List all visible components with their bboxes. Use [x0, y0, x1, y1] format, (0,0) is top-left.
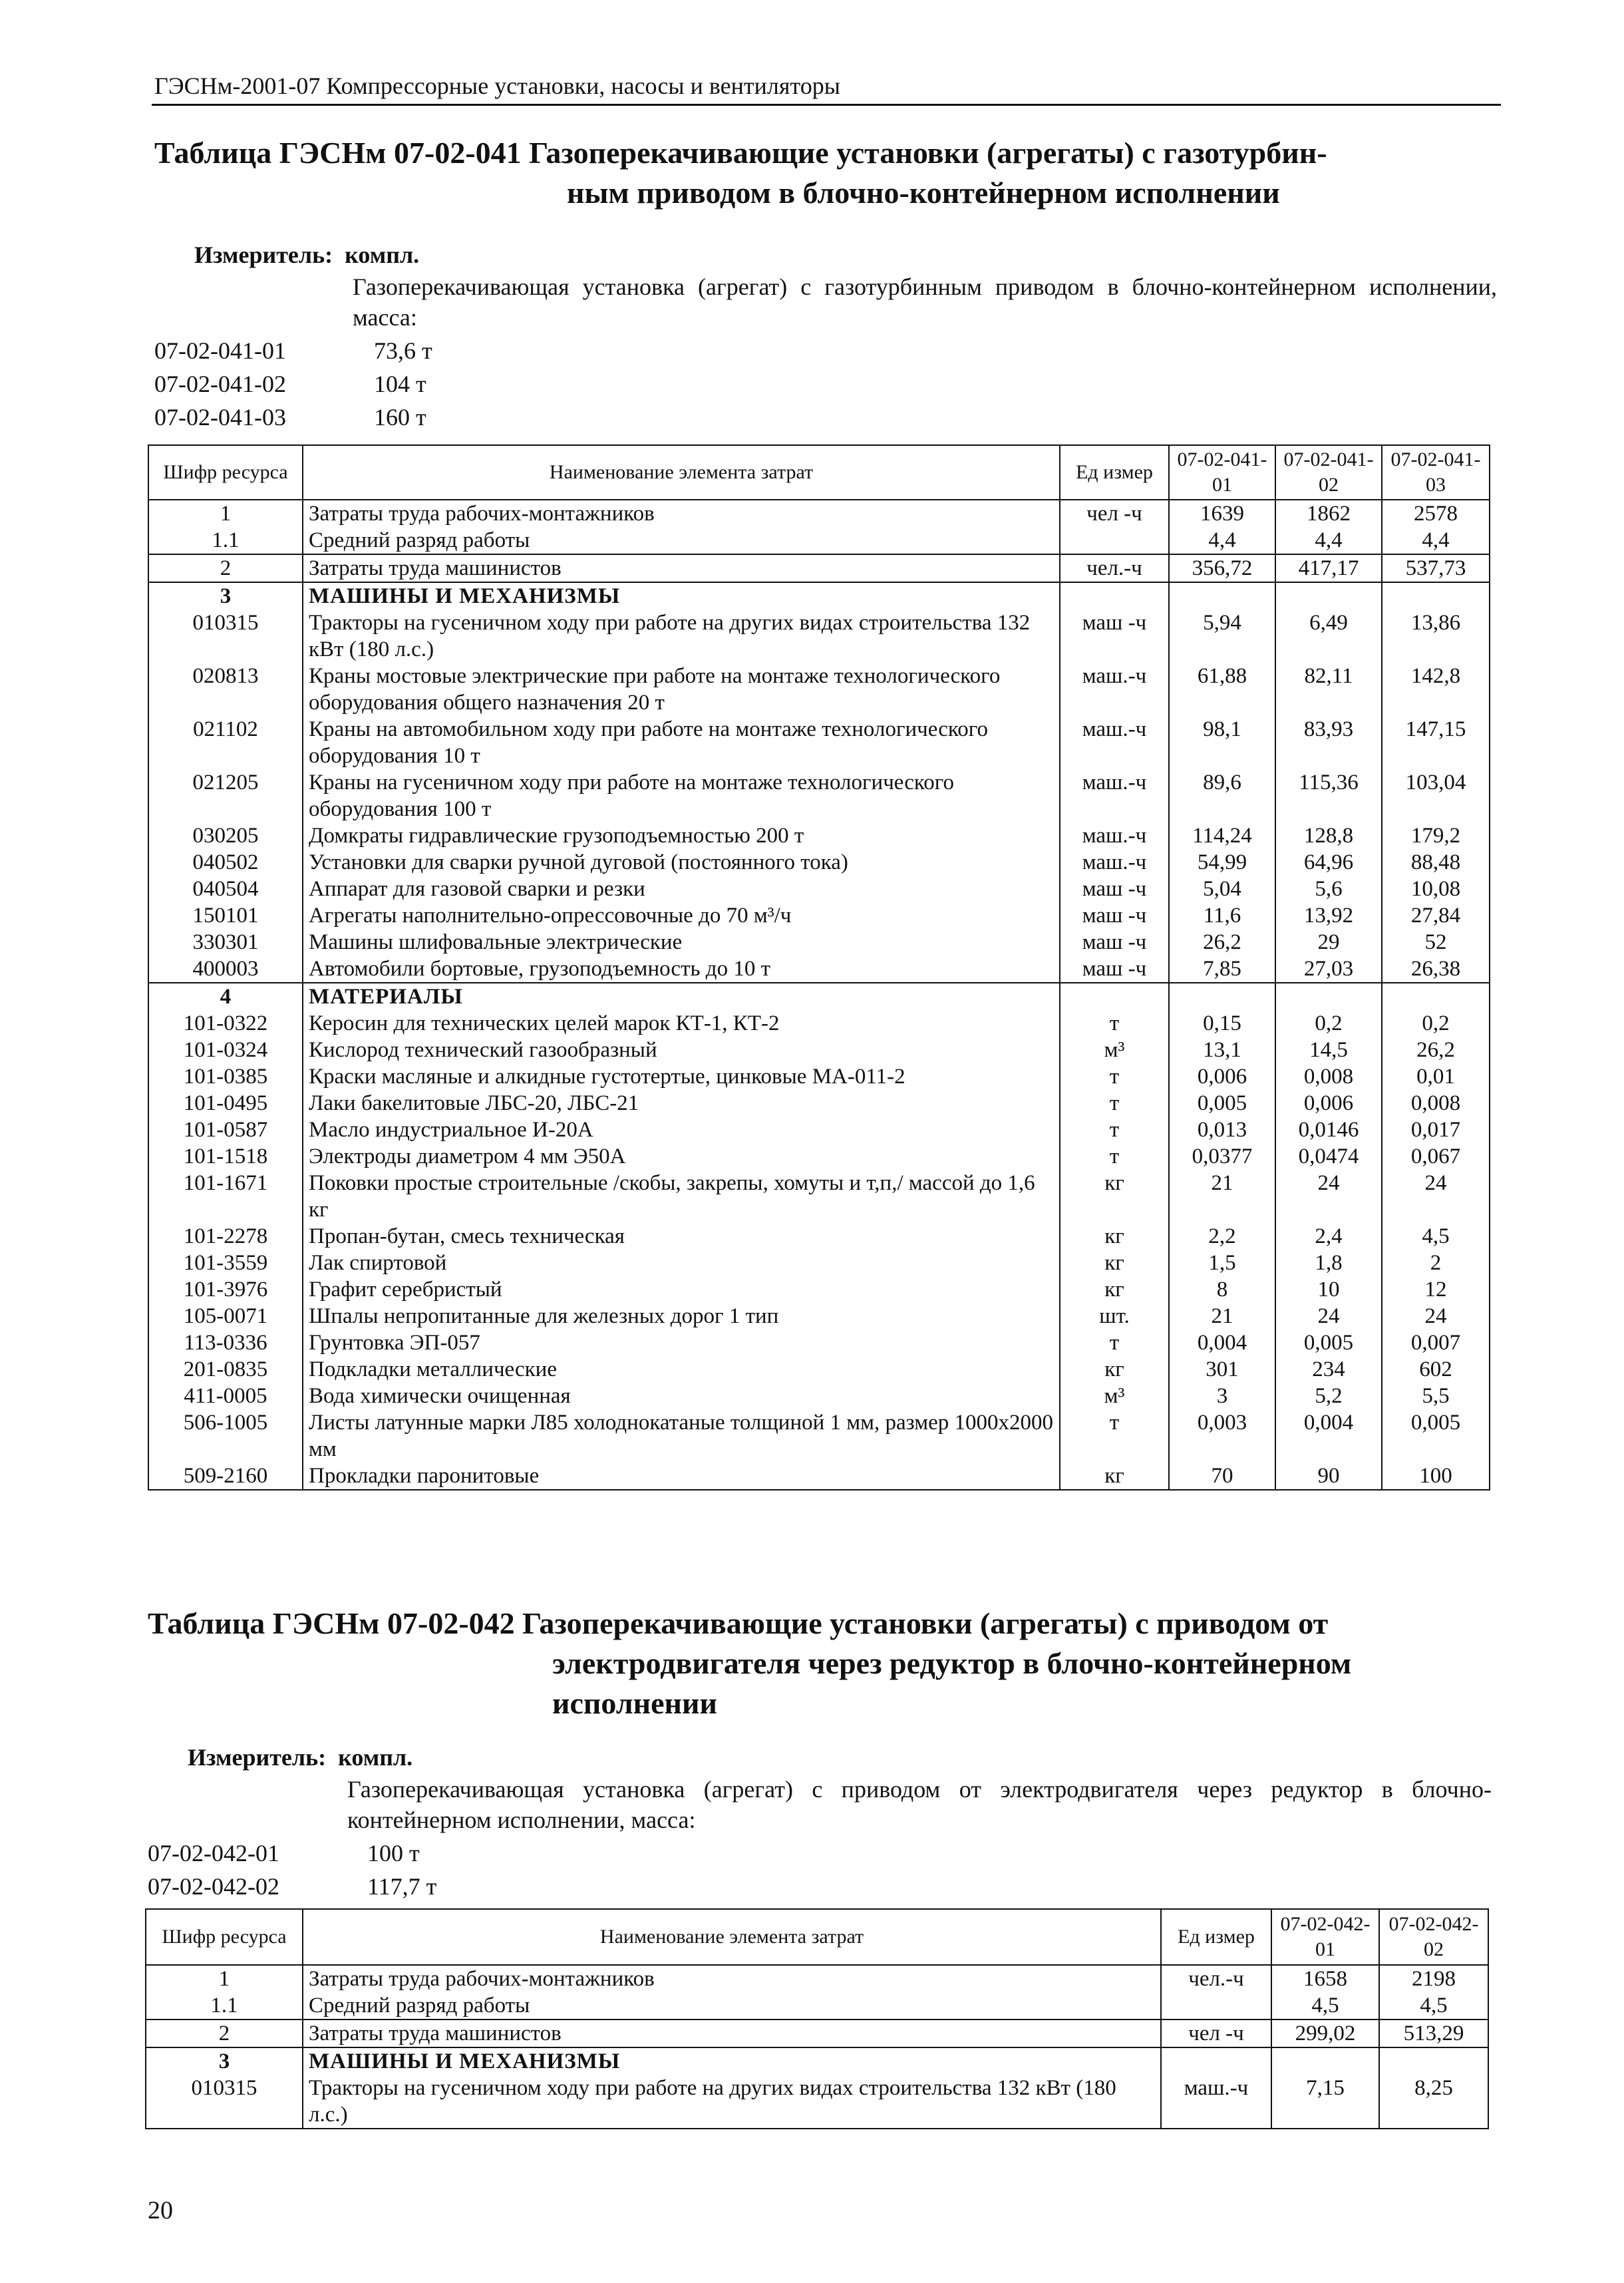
resource-name: Электроды диаметром 4 мм Э50А [303, 1143, 1060, 1170]
resource-code: 101-3976 [148, 1276, 303, 1303]
header-variant-col: 07-02-042-01 [1271, 1909, 1379, 1965]
table-row [148, 1329, 1490, 1356]
resource-name: Краски масляные и алкидные густотертые, цинковые МА-011-2 [303, 1063, 1060, 1090]
table-2-title-line3: исполнении [552, 1686, 718, 1720]
resource-value: 90 [1275, 1463, 1382, 1490]
table-row [148, 663, 1490, 716]
table-row [148, 1170, 1490, 1223]
resource-value: 0,0474 [1275, 1143, 1382, 1170]
resource-table-1 [148, 444, 1490, 1491]
section-row [146, 2047, 1488, 2075]
resource-unit: т [1060, 1117, 1169, 1143]
resource-value: 26,2 [1382, 1037, 1490, 1063]
resource-value: 2198 [1379, 1965, 1488, 1992]
resource-unit: кг [1060, 1463, 1169, 1490]
resource-name: Прокладки паронитовые [303, 1463, 1060, 1490]
resource-value: 24 [1275, 1303, 1382, 1329]
resource-value: 98,1 [1169, 716, 1275, 769]
variant-row [154, 334, 432, 367]
resource-value: 0,01 [1382, 1063, 1490, 1090]
resource-value: 1639 [1169, 500, 1275, 527]
resource-value: 83,93 [1275, 716, 1382, 769]
resource-value: 0,017 [1382, 1117, 1490, 1143]
resource-name: МАШИНЫ И МЕХАНИЗМЫ [303, 2047, 1161, 2075]
header-code: Шифр ресурса [148, 445, 303, 500]
resource-value: 3 [1169, 1383, 1275, 1409]
table-1-title-line2: ным приводом в блочно-контейнерном исполнении [567, 176, 1280, 210]
resource-code: 040502 [148, 849, 303, 876]
resource-value: 4,5 [1379, 1992, 1488, 2020]
resource-code: 020813 [148, 663, 303, 716]
resource-name: Графит серебристый [303, 1276, 1060, 1303]
resource-unit: т [1060, 1010, 1169, 1037]
resource-code: 101-3559 [148, 1250, 303, 1276]
resource-name: Керосин для технических целей марок КТ-1, КТ-2 [303, 1010, 1060, 1037]
table-row [146, 1992, 1488, 2020]
header-rule [152, 104, 1501, 106]
resource-value: 10 [1275, 1276, 1382, 1303]
resource-unit: маш -ч [1060, 902, 1169, 929]
section-row [148, 582, 1490, 610]
resource-value: 6,49 [1275, 610, 1382, 663]
resource-code: 201-0835 [148, 1356, 303, 1383]
running-header: ГЭСНм-2001-07 Компрессорные установки, насосы и вентиляторы [154, 73, 840, 99]
resource-name: Шпалы непропитанные для железных дорог 1 тип [303, 1303, 1060, 1329]
table-1-measure [194, 241, 419, 269]
resource-value: 14,5 [1275, 1037, 1382, 1063]
resource-code: 1.1 [146, 1992, 303, 2020]
resource-value: 54,99 [1169, 849, 1275, 876]
resource-unit: м³ [1060, 1383, 1169, 1409]
table-row [148, 554, 1490, 582]
resource-unit: т [1060, 1409, 1169, 1463]
resource-code: 101-1671 [148, 1170, 303, 1223]
resource-value [1169, 582, 1275, 610]
table-1-variants [154, 334, 432, 434]
table-2-measure [188, 1743, 412, 1771]
resource-value: 0,005 [1382, 1409, 1490, 1463]
table-row [148, 876, 1490, 902]
resource-name: Затраты труда машинистов [303, 554, 1060, 582]
header-name: Наименование элемента затрат [303, 1909, 1161, 1965]
variant-row [148, 1837, 436, 1870]
resource-unit: чел -ч [1161, 2020, 1271, 2047]
resource-unit: маш.-ч [1060, 769, 1169, 822]
resource-value: 13,92 [1275, 902, 1382, 929]
resource-unit [1060, 527, 1169, 554]
resource-value: 0,005 [1169, 1090, 1275, 1117]
table-row [148, 716, 1490, 769]
resource-value: 7,15 [1271, 2075, 1379, 2129]
resource-value: 4,5 [1382, 1223, 1490, 1250]
table-1-title-line1: Таблица ГЭСНм 07-02-041 Газоперекачивающие установки (агрегаты) с газотурбин- [154, 136, 1327, 170]
header-variant-col: 07-02-042-02 [1379, 1909, 1488, 1965]
resource-name: Лак спиртовой [303, 1250, 1060, 1276]
header-variant-col: 07-02-041-01 [1169, 445, 1275, 500]
resource-value: 513,29 [1379, 2020, 1488, 2047]
variant-row [154, 367, 432, 401]
resource-code: 1 [148, 500, 303, 527]
table-row [148, 1356, 1490, 1383]
resource-value: 10,08 [1382, 876, 1490, 902]
resource-code: 2 [148, 554, 303, 582]
resource-value: 13,86 [1382, 610, 1490, 663]
resource-value: 88,48 [1382, 849, 1490, 876]
resource-unit [1060, 582, 1169, 610]
resource-value: 0,0377 [1169, 1143, 1275, 1170]
resource-unit: чел.-ч [1060, 554, 1169, 582]
resource-value: 1,8 [1275, 1250, 1382, 1276]
header-unit: Ед измер [1060, 445, 1169, 500]
header-variant-col: 07-02-041-03 [1382, 445, 1490, 500]
variant-mass: 160 т [374, 404, 426, 431]
resource-code: 2 [146, 2020, 303, 2047]
resource-value: 52 [1382, 929, 1490, 956]
resource-code: 030205 [148, 822, 303, 849]
resource-value: 12 [1382, 1276, 1490, 1303]
resource-unit: маш -ч [1060, 929, 1169, 956]
resource-value: 417,17 [1275, 554, 1382, 582]
resource-value: 11,6 [1169, 902, 1275, 929]
header-unit: Ед измер [1161, 1909, 1271, 1965]
measure-label: Измеритель: [188, 1744, 327, 1771]
table-row [148, 1143, 1490, 1170]
resource-name: МАТЕРИАЛЫ [303, 983, 1060, 1010]
resource-value: 0,15 [1169, 1010, 1275, 1037]
resource-value: 602 [1382, 1356, 1490, 1383]
resource-value: 24 [1382, 1303, 1490, 1329]
table-row [148, 1223, 1490, 1250]
variant-mass: 104 т [374, 371, 426, 397]
variant-code: 07-02-041-01 [154, 337, 286, 364]
resource-unit: маш -ч [1060, 956, 1169, 983]
variant-row [154, 401, 432, 434]
variant-mass: 73,6 т [374, 337, 432, 364]
resource-code: 101-0324 [148, 1037, 303, 1063]
variant-mass: 117,7 т [367, 1873, 437, 1900]
variant-row [148, 1870, 436, 1903]
resource-value: 4,4 [1275, 527, 1382, 554]
resource-value: 0,008 [1382, 1090, 1490, 1117]
table-row [148, 1063, 1490, 1090]
resource-value: 0,003 [1169, 1409, 1275, 1463]
table-row [148, 902, 1490, 929]
resource-unit: маш -ч [1060, 876, 1169, 902]
resource-value: 128,8 [1275, 822, 1382, 849]
resource-name: Автомобили бортовые, грузоподъемность до 10 т [303, 956, 1060, 983]
resource-name: Тракторы на гусеничном ходу при работе на других видах строительства 132 кВт (180 л.с.) [303, 610, 1060, 663]
resource-value: 24 [1275, 1170, 1382, 1223]
table-row [146, 2020, 1488, 2047]
table-1-description: Газоперекачивающая установка (агрегат) с газотурбинным приводом в блочно-контейнерном исполнении, масса: [353, 273, 1497, 331]
resource-value: 537,73 [1382, 554, 1490, 582]
resource-code: 101-2278 [148, 1223, 303, 1250]
resource-value: 5,04 [1169, 876, 1275, 902]
resource-name: Поковки простые строительные /скобы, закрепы, хомуты и т,п,/ массой до 1,6 кг [303, 1170, 1060, 1223]
resource-value: 356,72 [1169, 554, 1275, 582]
table-row [148, 610, 1490, 663]
resource-code: 040504 [148, 876, 303, 902]
resource-code: 105-0071 [148, 1303, 303, 1329]
variant-code: 07-02-041-03 [154, 404, 286, 431]
resource-value: 4,4 [1169, 527, 1275, 554]
resource-name: МАШИНЫ И МЕХАНИЗМЫ [303, 582, 1060, 610]
resource-name: Затраты труда машинистов [303, 2020, 1161, 2047]
resource-code: 509-2160 [148, 1463, 303, 1490]
table-row [148, 1303, 1490, 1329]
resource-code: 010315 [146, 2075, 303, 2129]
measure-label: Измеритель: [194, 242, 333, 268]
resource-value: 0,067 [1382, 1143, 1490, 1170]
resource-name: Краны на автомобильном ходу при работе на монтаже технологического оборудования 10 т [303, 716, 1060, 769]
resource-value: 103,04 [1382, 769, 1490, 822]
resource-unit: маш -ч [1060, 610, 1169, 663]
resource-value: 0,005 [1275, 1329, 1382, 1356]
resource-unit [1161, 2047, 1271, 2075]
resource-code: 021205 [148, 769, 303, 822]
resource-value: 21 [1169, 1170, 1275, 1223]
variant-code: 07-02-042-01 [148, 1840, 279, 1866]
resource-unit: маш.-ч [1060, 663, 1169, 716]
resource-code: 3 [148, 582, 303, 610]
resource-code: 1 [146, 1965, 303, 1992]
resource-value: 179,2 [1382, 822, 1490, 849]
table-row [148, 1250, 1490, 1276]
resource-unit: шт. [1060, 1303, 1169, 1329]
resource-code: 101-0322 [148, 1010, 303, 1037]
resource-value: 114,24 [1169, 822, 1275, 849]
resource-value: 299,02 [1271, 2020, 1379, 2047]
resource-code: 4 [148, 983, 303, 1010]
resource-value: 7,85 [1169, 956, 1275, 983]
resource-code: 330301 [148, 929, 303, 956]
resource-name: Средний разряд работы [303, 1992, 1161, 2020]
resource-name: Лаки бакелитовые ЛБС-20, ЛБС-21 [303, 1090, 1060, 1117]
resource-value: 301 [1169, 1356, 1275, 1383]
resource-name: Домкраты гидравлические грузоподъемностью 200 т [303, 822, 1060, 849]
table-row [146, 1965, 1488, 1992]
resource-code: 101-0495 [148, 1090, 303, 1117]
resource-value: 100 [1382, 1463, 1490, 1490]
resource-code: 411-0005 [148, 1383, 303, 1409]
resource-unit: маш.-ч [1060, 822, 1169, 849]
resource-value [1275, 582, 1382, 610]
resource-name: Кислород технический газообразный [303, 1037, 1060, 1063]
resource-name: Затраты труда рабочих-монтажников [303, 1965, 1161, 1992]
resource-name: Аппарат для газовой сварки и резки [303, 876, 1060, 902]
resource-value: 4,5 [1271, 1992, 1379, 2020]
resource-unit: т [1060, 1143, 1169, 1170]
resource-value: 8 [1169, 1276, 1275, 1303]
table-2-title-line1: Таблица ГЭСНм 07-02-042 Газоперекачивающие установки (агрегаты) с приводом от [148, 1606, 1329, 1640]
resource-unit: кг [1060, 1223, 1169, 1250]
resource-code: 101-0385 [148, 1063, 303, 1090]
resource-value: 5,6 [1275, 876, 1382, 902]
resource-unit: чел -ч [1060, 500, 1169, 527]
table-row [146, 2075, 1488, 2129]
resource-code: 506-1005 [148, 1409, 303, 1463]
resource-value: 64,96 [1275, 849, 1382, 876]
resource-code: 021102 [148, 716, 303, 769]
resource-value: 5,2 [1275, 1383, 1382, 1409]
resource-name: Машины шлифовальные электрические [303, 929, 1060, 956]
resource-value [1169, 983, 1275, 1010]
resource-value [1382, 983, 1490, 1010]
resource-name: Краны мостовые электрические при работе на монтаже технологического оборудования общего назначения 20 т [303, 663, 1060, 716]
resource-unit: кг [1060, 1170, 1169, 1223]
measure-value: компл. [345, 242, 420, 268]
table-row [148, 849, 1490, 876]
resource-value: 5,94 [1169, 610, 1275, 663]
resource-value [1271, 2047, 1379, 2075]
variant-code: 07-02-041-02 [154, 371, 286, 397]
resource-value: 2578 [1382, 500, 1490, 527]
resource-value: 0,2 [1275, 1010, 1382, 1037]
resource-value: 26,2 [1169, 929, 1275, 956]
resource-value: 21 [1169, 1303, 1275, 1329]
resource-name: Листы латунные марки Л85 холоднокатаные толщиной 1 мм, размер 1000х2000 мм [303, 1409, 1060, 1463]
resource-value [1382, 582, 1490, 610]
table-row [148, 1409, 1490, 1463]
resource-value: 0,004 [1169, 1329, 1275, 1356]
resource-value: 89,6 [1169, 769, 1275, 822]
table-2-title-line2: электродвигателя через редуктор в блочно-контейнерном [552, 1646, 1352, 1680]
variant-mass: 100 т [367, 1840, 420, 1866]
resource-value: 26,38 [1382, 956, 1490, 983]
resource-value: 61,88 [1169, 663, 1275, 716]
resource-value: 147,15 [1382, 716, 1490, 769]
resource-code: 010315 [148, 610, 303, 663]
table-row [148, 1117, 1490, 1143]
resource-value: 2 [1382, 1250, 1490, 1276]
resource-value: 0,006 [1169, 1063, 1275, 1090]
resource-code: 101-0587 [148, 1117, 303, 1143]
table-2-variants [148, 1837, 436, 1903]
resource-unit: т [1060, 1063, 1169, 1090]
resource-unit: м³ [1060, 1037, 1169, 1063]
resource-value: 24 [1382, 1170, 1490, 1223]
variant-code: 07-02-042-02 [148, 1873, 279, 1900]
resource-unit: т [1060, 1090, 1169, 1117]
header-name: Наименование элемента затрат [303, 445, 1060, 500]
resource-value: 29 [1275, 929, 1382, 956]
table-row [148, 1383, 1490, 1409]
resource-unit [1161, 1992, 1271, 2020]
resource-value: 0,2 [1382, 1010, 1490, 1037]
section-row [148, 983, 1490, 1010]
resource-value: 27,84 [1382, 902, 1490, 929]
resource-table-2 [145, 1908, 1489, 2129]
resource-value: 70 [1169, 1463, 1275, 1490]
resource-unit: кг [1060, 1356, 1169, 1383]
table-row [148, 929, 1490, 956]
resource-value: 2,4 [1275, 1223, 1382, 1250]
resource-value: 1658 [1271, 1965, 1379, 1992]
resource-unit: кг [1060, 1250, 1169, 1276]
resource-name: Краны на гусеничном ходу при работе на монтаже технологического оборудования 100 т [303, 769, 1060, 822]
resource-code: 101-1518 [148, 1143, 303, 1170]
table-row [148, 527, 1490, 554]
resource-value: 0,006 [1275, 1090, 1382, 1117]
resource-code: 3 [146, 2047, 303, 2075]
resource-name: Средний разряд работы [303, 527, 1060, 554]
table-row [148, 1463, 1490, 1490]
resource-unit: т [1060, 1329, 1169, 1356]
resource-value: 0,004 [1275, 1409, 1382, 1463]
resource-value: 4,4 [1382, 527, 1490, 554]
resource-value: 5,5 [1382, 1383, 1490, 1409]
resource-value: 1,5 [1169, 1250, 1275, 1276]
table-2-description: Газоперекачивающая установка (агрегат) с приводом от электродвигателя через редуктор в блочно-контейнерном исполнении, масса: [347, 1776, 1492, 1833]
table-row [148, 1090, 1490, 1117]
resource-value [1379, 2047, 1488, 2075]
resource-name: Агрегаты наполнительно-опрессовочные до 70 м³/ч [303, 902, 1060, 929]
table-row [148, 769, 1490, 822]
table-2-title [148, 1604, 1498, 1723]
resource-name: Грунтовка ЭП-057 [303, 1329, 1060, 1356]
resource-name: Масло индустриальное И-20А [303, 1117, 1060, 1143]
resource-value: 0,013 [1169, 1117, 1275, 1143]
resource-name: Вода химически очищенная [303, 1383, 1060, 1409]
table-1-title [154, 133, 1505, 213]
resource-unit: чел.-ч [1161, 1965, 1271, 1992]
resource-value: 0,0146 [1275, 1117, 1382, 1143]
measure-value: компл. [338, 1744, 413, 1771]
page-number: 20 [148, 2196, 173, 2224]
resource-value: 82,11 [1275, 663, 1382, 716]
resource-value: 234 [1275, 1356, 1382, 1383]
resource-unit: маш.-ч [1060, 849, 1169, 876]
resource-code: 1.1 [148, 527, 303, 554]
resource-value: 0,007 [1382, 1329, 1490, 1356]
header-code: Шифр ресурса [146, 1909, 303, 1965]
table-row [148, 1276, 1490, 1303]
resource-name: Тракторы на гусеничном ходу при работе на других видах строительства 132 кВт (180 л.с.) [303, 2075, 1161, 2129]
resource-code: 400003 [148, 956, 303, 983]
resource-unit [1060, 983, 1169, 1010]
resource-code: 113-0336 [148, 1329, 303, 1356]
resource-value: 1862 [1275, 500, 1382, 527]
resource-name: Пропан-бутан, смесь техническая [303, 1223, 1060, 1250]
resource-value: 8,25 [1379, 2075, 1488, 2129]
resource-value: 27,03 [1275, 956, 1382, 983]
table-row [148, 1010, 1490, 1037]
resource-name: Затраты труда рабочих-монтажников [303, 500, 1060, 527]
resource-unit: маш.-ч [1161, 2075, 1271, 2129]
table-row [148, 1037, 1490, 1063]
resource-code: 150101 [148, 902, 303, 929]
resource-unit: кг [1060, 1276, 1169, 1303]
resource-value: 0,008 [1275, 1063, 1382, 1090]
resource-value: 142,8 [1382, 663, 1490, 716]
resource-value [1275, 983, 1382, 1010]
header-variant-col: 07-02-041-02 [1275, 445, 1382, 500]
table-1-body [148, 500, 1490, 1490]
table-row [148, 500, 1490, 527]
resource-unit: маш.-ч [1060, 716, 1169, 769]
resource-value: 115,36 [1275, 769, 1382, 822]
resource-name: Установки для сварки ручной дуговой (постоянного тока) [303, 849, 1060, 876]
table-row [148, 956, 1490, 983]
table-row [148, 822, 1490, 849]
resource-value: 2,2 [1169, 1223, 1275, 1250]
resource-name: Подкладки металлические [303, 1356, 1060, 1383]
table-2-body [146, 1965, 1488, 2129]
resource-value: 13,1 [1169, 1037, 1275, 1063]
